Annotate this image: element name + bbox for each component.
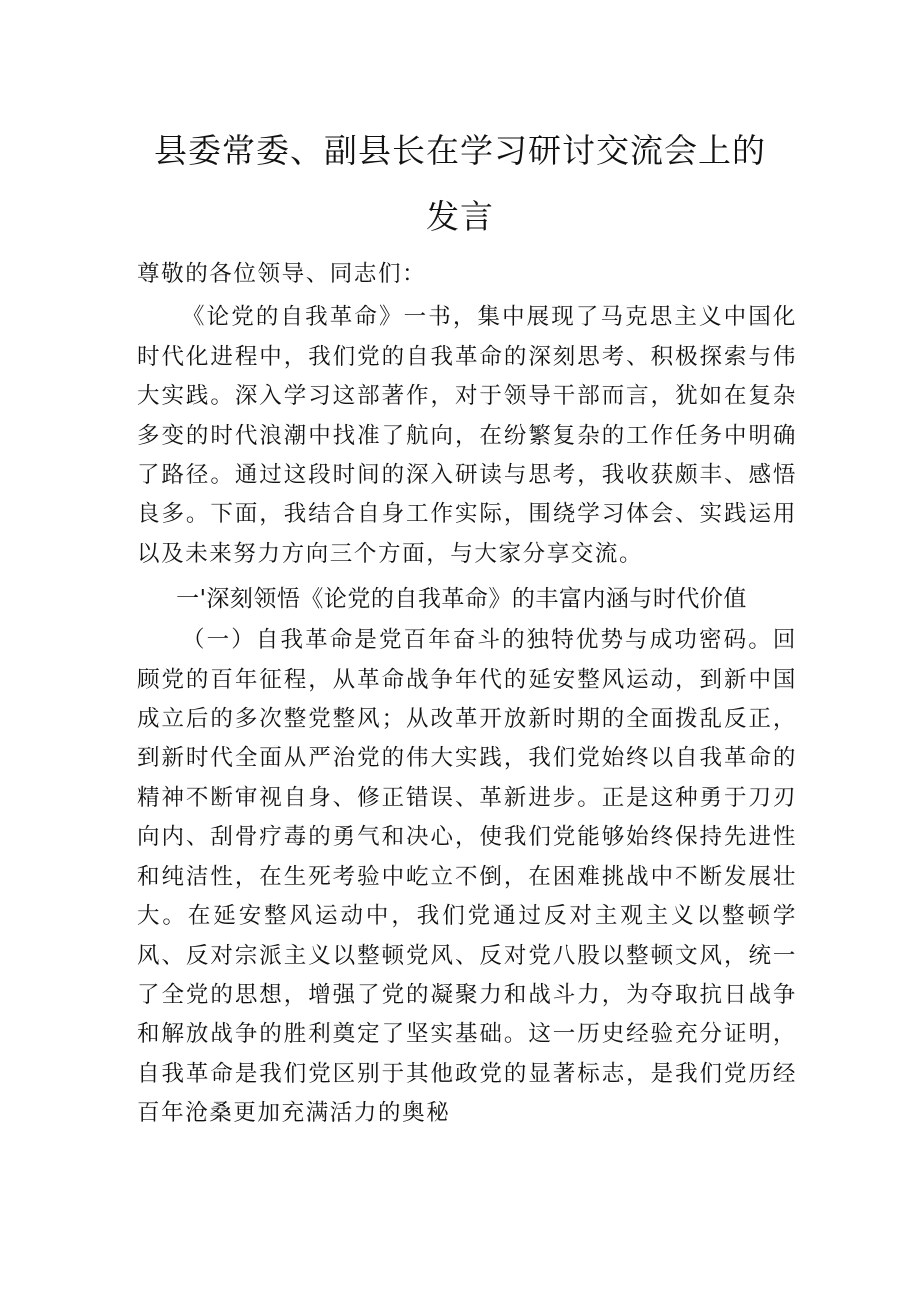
- document-title-line2: 发言: [426, 197, 494, 236]
- section-paragraph: （一）自我革命是党百年奋斗的独特优势与成功密码。回顾党的百年征程，从革命战争年代的延安整风运动，到新中国成立后的多次整党整风；从改革开放新时期的全面拨乱反正，到新时代全面从严治党的伟大实践，我们党始终以自我革命的精神不断审视自身、修正错误、革新进步。正是这种勇于刀刃向内、刮骨疗毒的勇气和决心，使我们党能够始终保持先进性和纯洁性，在生死考验中屹立不倒，在困难挑战中不断发展壮大。在延安整风运动中，我们党通过反对主观主义以整顿学风、反对宗派主义以整顿党风、反对党八股以整顿文风，统一了全党的思想，增强了党的凝聚力和战斗力，为夺取抗日战争和解放战争的胜利奠定了坚实基础。这一历史经验充分证明，自我革命是我们党区别于其他政党的显著标志，是我们党历经百年沧桑更加充满活力的奥秘: [137, 627, 797, 1127]
- document-title-line1: 县委常委、副县长在学习研讨交流会上的: [154, 131, 766, 170]
- document-body: [137, 255, 797, 1134]
- greeting: 尊敬的各位领导、同志们：: [137, 261, 427, 287]
- intro-paragraph: 《论党的自我革命》一书，集中展现了马克思主义中国化时代化进程中，我们党的自我革命的深刻思考、积极探索与伟大实践。深入学习这部著作，对于领导干部而言，犹如在复杂多变的时代浪潮中找准了航向，在纷繁复杂的工作任务中明确了路径。通过这段时间的深入研读与思考，我收获颇丰、感悟良多。下面，我结合自身工作实际，围绕学习体会、实践运用以及未来努力方向三个方面，与大家分享交流。: [137, 304, 797, 567]
- section-heading: 一'深刻领悟《论党的自我革命》的丰富内涵与时代价值: [176, 586, 747, 613]
